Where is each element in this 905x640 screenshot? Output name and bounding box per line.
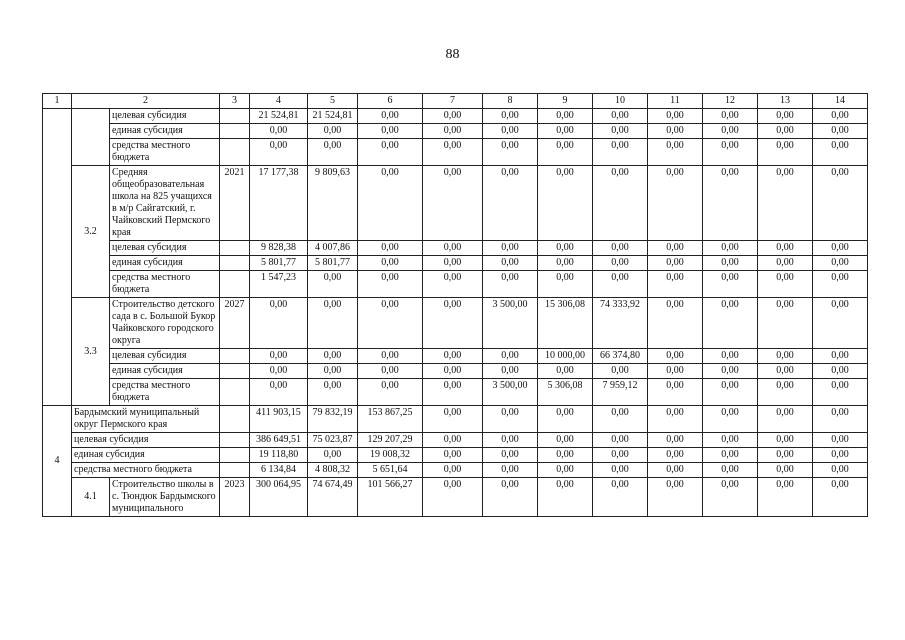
row-label: средства местного бюджета (72, 463, 220, 478)
value-cell: 300 064,95 (250, 478, 308, 517)
header-cell: 12 (703, 94, 758, 109)
header-cell: 6 (358, 94, 423, 109)
value-cell: 0,00 (538, 463, 593, 478)
value-cell: 0,00 (423, 124, 483, 139)
row-label: Бардымский муниципальный округ Пермского края (72, 406, 220, 433)
table-row (43, 298, 868, 349)
value-cell: 0,00 (538, 364, 593, 379)
row-label: целевая субсидия (110, 349, 220, 364)
value-cell: 0,00 (423, 256, 483, 271)
value-cell: 0,00 (758, 478, 813, 517)
row-label: целевая субсидия (110, 241, 220, 256)
value-cell: 0,00 (250, 349, 308, 364)
subsection-number-cell: 4.1 (72, 478, 110, 517)
row-label: целевая субсидия (110, 109, 220, 124)
value-cell: 21 524,81 (250, 109, 308, 124)
value-cell: 0,00 (593, 433, 648, 448)
value-cell: 0,00 (813, 139, 868, 166)
value-cell: 0,00 (813, 463, 868, 478)
value-cell: 0,00 (593, 271, 648, 298)
table-row (43, 241, 868, 256)
row-label: средства местного бюджета (110, 139, 220, 166)
value-cell: 0,00 (703, 139, 758, 166)
value-cell: 0,00 (423, 448, 483, 463)
value-cell: 0,00 (538, 124, 593, 139)
table-row (43, 478, 868, 517)
value-cell: 0,00 (358, 256, 423, 271)
value-cell: 0,00 (703, 256, 758, 271)
value-cell: 0,00 (648, 448, 703, 463)
year-cell: 2021 (220, 166, 250, 241)
value-cell: 0,00 (593, 478, 648, 517)
value-cell: 0,00 (648, 433, 703, 448)
value-cell: 0,00 (758, 271, 813, 298)
subsection-number-cell (72, 109, 110, 166)
value-cell: 0,00 (703, 406, 758, 433)
value-cell: 0,00 (308, 349, 358, 364)
value-cell: 5 651,64 (358, 463, 423, 478)
value-cell: 0,00 (423, 478, 483, 517)
value-cell: 0,00 (648, 271, 703, 298)
table-row (43, 349, 868, 364)
header-cell: 13 (758, 94, 813, 109)
value-cell: 0,00 (358, 271, 423, 298)
value-cell: 0,00 (250, 298, 308, 349)
value-cell: 0,00 (813, 109, 868, 124)
value-cell: 0,00 (423, 349, 483, 364)
value-cell: 17 177,38 (250, 166, 308, 241)
value-cell: 0,00 (308, 298, 358, 349)
value-cell: 0,00 (358, 166, 423, 241)
header-cell: 10 (593, 94, 648, 109)
value-cell: 0,00 (308, 364, 358, 379)
row-label: единая субсидия (110, 124, 220, 139)
value-cell: 0,00 (423, 109, 483, 124)
value-cell: 0,00 (648, 166, 703, 241)
value-cell: 0,00 (358, 139, 423, 166)
value-cell: 0,00 (358, 379, 423, 406)
value-cell: 3 500,00 (483, 379, 538, 406)
value-cell: 0,00 (703, 364, 758, 379)
value-cell: 0,00 (703, 349, 758, 364)
header-cell: 1 (43, 94, 72, 109)
header-row (43, 94, 868, 109)
value-cell: 0,00 (813, 241, 868, 256)
value-cell: 0,00 (538, 406, 593, 433)
value-cell: 75 023,87 (308, 433, 358, 448)
row-label: средства местного бюджета (110, 271, 220, 298)
value-cell: 0,00 (250, 139, 308, 166)
year-cell (220, 124, 250, 139)
value-cell: 0,00 (483, 271, 538, 298)
value-cell: 0,00 (308, 448, 358, 463)
value-cell: 3 500,00 (483, 298, 538, 349)
value-cell: 0,00 (483, 256, 538, 271)
table-row (43, 256, 868, 271)
value-cell: 0,00 (538, 166, 593, 241)
value-cell: 0,00 (358, 109, 423, 124)
value-cell: 0,00 (648, 109, 703, 124)
year-cell (220, 109, 250, 124)
value-cell: 0,00 (538, 433, 593, 448)
value-cell: 0,00 (648, 463, 703, 478)
value-cell: 0,00 (758, 433, 813, 448)
value-cell: 101 566,27 (358, 478, 423, 517)
table-row (43, 166, 868, 241)
value-cell: 0,00 (813, 364, 868, 379)
value-cell: 0,00 (648, 349, 703, 364)
value-cell: 9 828,38 (250, 241, 308, 256)
value-cell: 0,00 (648, 379, 703, 406)
value-cell: 0,00 (648, 256, 703, 271)
year-cell: 2023 (220, 478, 250, 517)
row-label: единая субсидия (110, 256, 220, 271)
value-cell: 0,00 (758, 463, 813, 478)
table-row (43, 406, 868, 433)
row-label: единая субсидия (110, 364, 220, 379)
value-cell: 5 801,77 (250, 256, 308, 271)
value-cell: 0,00 (813, 448, 868, 463)
table-row (43, 433, 868, 448)
value-cell: 0,00 (648, 364, 703, 379)
value-cell: 4 007,86 (308, 241, 358, 256)
value-cell: 0,00 (593, 124, 648, 139)
value-cell: 4 808,32 (308, 463, 358, 478)
header-cell: 11 (648, 94, 703, 109)
table-row (43, 379, 868, 406)
value-cell: 0,00 (358, 364, 423, 379)
value-cell: 0,00 (813, 349, 868, 364)
value-cell: 0,00 (648, 298, 703, 349)
section-number-cell (43, 109, 72, 406)
value-cell: 0,00 (483, 349, 538, 364)
value-cell: 19 008,32 (358, 448, 423, 463)
value-cell: 5 801,77 (308, 256, 358, 271)
value-cell: 0,00 (423, 241, 483, 256)
value-cell: 0,00 (758, 256, 813, 271)
value-cell: 0,00 (813, 478, 868, 517)
value-cell: 0,00 (308, 139, 358, 166)
year-cell: 2027 (220, 298, 250, 349)
value-cell: 10 000,00 (538, 349, 593, 364)
header-cell: 7 (423, 94, 483, 109)
value-cell: 0,00 (483, 478, 538, 517)
value-cell: 0,00 (483, 406, 538, 433)
row-label: Средняя общеобразовательная школа на 825 учащихся в м/р Сайгатский, г. Чайковский Пермского края (110, 166, 220, 241)
year-cell (220, 379, 250, 406)
value-cell: 129 207,29 (358, 433, 423, 448)
value-cell: 0,00 (703, 478, 758, 517)
value-cell: 0,00 (703, 124, 758, 139)
year-cell (220, 448, 250, 463)
value-cell: 0,00 (648, 124, 703, 139)
value-cell: 0,00 (423, 271, 483, 298)
header-cell: 8 (483, 94, 538, 109)
value-cell: 0,00 (813, 433, 868, 448)
table-row (43, 364, 868, 379)
value-cell: 0,00 (593, 448, 648, 463)
value-cell: 0,00 (703, 463, 758, 478)
value-cell: 0,00 (758, 241, 813, 256)
value-cell: 0,00 (703, 298, 758, 349)
value-cell: 0,00 (593, 463, 648, 478)
value-cell: 0,00 (483, 166, 538, 241)
value-cell: 7 959,12 (593, 379, 648, 406)
value-cell: 0,00 (703, 109, 758, 124)
header-cell: 9 (538, 94, 593, 109)
value-cell: 74 333,92 (593, 298, 648, 349)
value-cell: 0,00 (358, 349, 423, 364)
value-cell: 5 306,08 (538, 379, 593, 406)
value-cell: 0,00 (483, 241, 538, 256)
value-cell: 0,00 (758, 139, 813, 166)
year-cell (220, 271, 250, 298)
value-cell: 0,00 (758, 364, 813, 379)
value-cell: 386 649,51 (250, 433, 308, 448)
value-cell: 6 134,84 (250, 463, 308, 478)
value-cell: 0,00 (758, 448, 813, 463)
value-cell: 1 547,23 (250, 271, 308, 298)
row-label: Строительство детского сада в с. Большой Букор Чайковского городского округа (110, 298, 220, 349)
value-cell: 0,00 (308, 124, 358, 139)
value-cell: 0,00 (703, 166, 758, 241)
subsection-number-cell: 3.3 (72, 298, 110, 406)
value-cell: 0,00 (593, 256, 648, 271)
value-cell: 0,00 (483, 364, 538, 379)
year-cell (220, 256, 250, 271)
header-cell: 2 (72, 94, 220, 109)
value-cell: 0,00 (703, 241, 758, 256)
year-cell (220, 406, 250, 433)
value-cell: 0,00 (813, 298, 868, 349)
value-cell: 0,00 (593, 109, 648, 124)
value-cell: 0,00 (703, 448, 758, 463)
value-cell: 0,00 (423, 406, 483, 433)
value-cell: 15 306,08 (538, 298, 593, 349)
year-cell (220, 349, 250, 364)
value-cell: 0,00 (423, 364, 483, 379)
value-cell: 0,00 (423, 379, 483, 406)
value-cell: 0,00 (250, 379, 308, 406)
value-cell: 0,00 (250, 364, 308, 379)
value-cell: 0,00 (538, 256, 593, 271)
table-row (43, 271, 868, 298)
page-number: 88 (445, 47, 460, 62)
value-cell: 0,00 (593, 166, 648, 241)
value-cell: 0,00 (483, 463, 538, 478)
value-cell: 0,00 (483, 124, 538, 139)
subsection-number-cell: 3.2 (72, 166, 110, 298)
value-cell: 0,00 (758, 379, 813, 406)
table-row (43, 448, 868, 463)
value-cell: 153 867,25 (358, 406, 423, 433)
value-cell: 0,00 (423, 463, 483, 478)
header-cell: 14 (813, 94, 868, 109)
value-cell: 0,00 (538, 448, 593, 463)
value-cell: 0,00 (358, 124, 423, 139)
value-cell: 0,00 (648, 478, 703, 517)
value-cell: 79 832,19 (308, 406, 358, 433)
row-label: целевая субсидия (72, 433, 220, 448)
value-cell: 0,00 (358, 241, 423, 256)
value-cell: 0,00 (813, 406, 868, 433)
value-cell: 0,00 (538, 241, 593, 256)
year-cell (220, 364, 250, 379)
value-cell: 0,00 (648, 241, 703, 256)
header-cell: 4 (250, 94, 308, 109)
value-cell: 21 524,81 (308, 109, 358, 124)
section-number-cell: 4 (43, 406, 72, 517)
value-cell: 0,00 (758, 349, 813, 364)
value-cell: 0,00 (813, 166, 868, 241)
value-cell: 0,00 (758, 298, 813, 349)
year-cell (220, 433, 250, 448)
value-cell: 0,00 (538, 109, 593, 124)
value-cell: 9 809,63 (308, 166, 358, 241)
value-cell: 0,00 (538, 139, 593, 166)
value-cell: 0,00 (758, 406, 813, 433)
row-label: средства местного бюджета (110, 379, 220, 406)
value-cell: 0,00 (703, 379, 758, 406)
value-cell: 0,00 (483, 433, 538, 448)
header-cell: 3 (220, 94, 250, 109)
table-row (43, 109, 868, 124)
value-cell: 66 374,80 (593, 349, 648, 364)
value-cell: 0,00 (308, 271, 358, 298)
value-cell: 0,00 (538, 478, 593, 517)
row-label: Строительство школы в с. Тюндюк Бардымского муниципального (110, 478, 220, 517)
value-cell: 0,00 (423, 166, 483, 241)
value-cell: 0,00 (538, 271, 593, 298)
value-cell: 0,00 (593, 139, 648, 166)
value-cell: 0,00 (648, 139, 703, 166)
value-cell: 0,00 (593, 406, 648, 433)
header-cell: 5 (308, 94, 358, 109)
value-cell: 0,00 (483, 448, 538, 463)
table-row (43, 463, 868, 478)
value-cell: 0,00 (250, 124, 308, 139)
value-cell: 0,00 (423, 139, 483, 166)
year-cell (220, 139, 250, 166)
value-cell: 19 118,80 (250, 448, 308, 463)
value-cell: 0,00 (648, 406, 703, 433)
value-cell: 0,00 (423, 433, 483, 448)
value-cell: 0,00 (308, 379, 358, 406)
value-cell: 0,00 (758, 109, 813, 124)
value-cell: 0,00 (593, 364, 648, 379)
value-cell: 0,00 (423, 298, 483, 349)
value-cell: 411 903,15 (250, 406, 308, 433)
value-cell: 0,00 (813, 379, 868, 406)
year-cell (220, 241, 250, 256)
value-cell: 0,00 (593, 241, 648, 256)
value-cell: 0,00 (813, 256, 868, 271)
value-cell: 0,00 (483, 139, 538, 166)
value-cell: 0,00 (758, 124, 813, 139)
value-cell: 0,00 (813, 124, 868, 139)
value-cell: 74 674,49 (308, 478, 358, 517)
value-cell: 0,00 (703, 433, 758, 448)
row-label: единая субсидия (72, 448, 220, 463)
value-cell: 0,00 (483, 109, 538, 124)
value-cell: 0,00 (758, 166, 813, 241)
year-cell (220, 463, 250, 478)
value-cell: 0,00 (358, 298, 423, 349)
value-cell: 0,00 (703, 271, 758, 298)
subsidy-table (42, 93, 868, 517)
table-row (43, 139, 868, 166)
table-row (43, 124, 868, 139)
value-cell: 0,00 (813, 271, 868, 298)
